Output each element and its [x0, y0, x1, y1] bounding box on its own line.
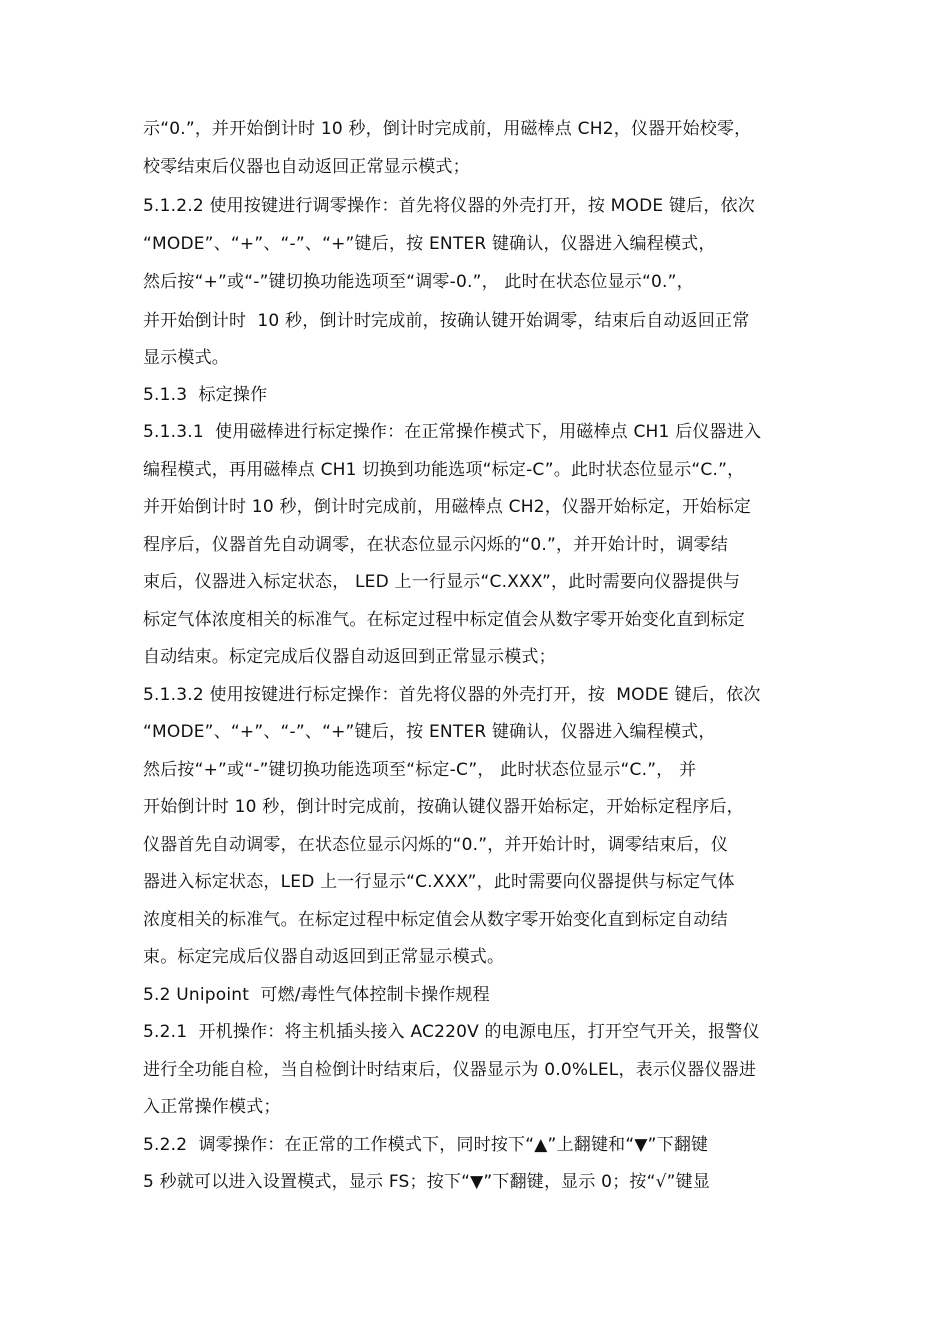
section-heading: 5.1.3 标定操作 — [143, 385, 268, 405]
text-line: 并开始倒计时 10 秒，倒计时完成前，按确认键开始调零，结束后自动返回正常 — [143, 311, 750, 331]
text-line: 浓度相关的标准气。在标定过程中标定值会从数字零开始变化直到标定自动结 — [143, 910, 728, 930]
text-line: 然后按“+”或“-”键切换功能选项至“调零-0.”， 此时在状态位显示“0.”， — [143, 272, 694, 292]
text-line: 校零结束后仪器也自动返回正常显示模式； — [143, 157, 470, 177]
text-line: 然后按“+”或“-”键切换功能选项至“标定-C”， 此时状态位显示“C.”， 并 — [143, 760, 697, 780]
text-line: 并开始倒计时 10 秒，倒计时完成前，用磁棒点 CH2，仪器开始标定，开始标定 — [143, 497, 752, 517]
text-line: 5 秒就可以进入设置模式，显示 FS；按下“▼”下翻键，显示 0；按“√”键显 — [143, 1172, 711, 1192]
text-line: 束。标定完成后仪器自动返回到正常显示模式。 — [143, 947, 505, 967]
text-line: 5.1.2.2 使用按键进行调零操作：首先将仪器的外壳打开，按 MODE 键后，依次 — [143, 196, 755, 216]
text-line: 示“0.”，并开始倒计时 10 秒，倒计时完成前，用磁棒点 CH2，仪器开始校零， — [143, 119, 752, 139]
text-line: 仪器首先自动调零，在状态位显示闪烁的“0.”，并开始计时，调零结束后，仪 — [143, 835, 729, 855]
text-line: “MODE”、“+”、“-”、“+”键后，按 ENTER 键确认，仪器进入编程模式， — [143, 234, 716, 254]
text-line: 5.1.3.2 使用按键进行标定操作：首先将仪器的外壳打开，按 MODE 键后，依次 — [143, 685, 761, 705]
text-line: 入正常操作模式； — [143, 1097, 281, 1117]
text-line: 束后，仪器进入标定状态， LED 上一行显示“C.XXX”，此时需要向仪器提供与 — [143, 572, 741, 592]
text-line: 显示模式。 — [143, 348, 229, 368]
text-line: 程序后，仪器首先自动调零，在状态位显示闪烁的“0.”，并开始计时，调零结 — [143, 535, 729, 555]
text-line: 进行全功能自检，当自检倒计时结束后，仪器显示为 0.0%LEL，表示仪器仪器进 — [143, 1060, 757, 1080]
text-line: 5.1.3.1 使用磁棒进行标定操作：在正常操作模式下，用磁棒点 CH1 后仪器进入 — [143, 422, 762, 442]
text-line: 5.2.1 开机操作：将主机插头接入 AC220V 的电源电压，打开空气开关，报警仪 — [143, 1022, 760, 1042]
text-line: 自动结束。标定完成后仪器自动返回到正常显示模式； — [143, 647, 556, 667]
text-line: 编程模式，再用磁棒点 CH1 切换到功能选项“标定-C”。此时状态位显示“C.”， — [143, 460, 745, 480]
section-heading: 5.2 Unipoint 可燃/毒性气体控制卡操作规程 — [143, 985, 490, 1005]
text-line: 器进入标定状态，LED 上一行显示“C.XXX”，此时需要向仪器提供与标定气体 — [143, 872, 735, 892]
text-line: “MODE”、“+”、“-”、“+”键后，按 ENTER 键确认，仪器进入编程模式， — [143, 722, 716, 742]
text-line: 5.2.2 调零操作：在正常的工作模式下，同时按下“▲”上翻键和“▼”下翻键 — [143, 1135, 709, 1155]
text-line: 开始倒计时 10 秒，倒计时完成前，按确认键仪器开始标定，开始标定程序后， — [143, 797, 744, 817]
text-line: 标定气体浓度相关的标准气。在标定过程中标定值会从数字零开始变化直到标定 — [143, 610, 745, 630]
